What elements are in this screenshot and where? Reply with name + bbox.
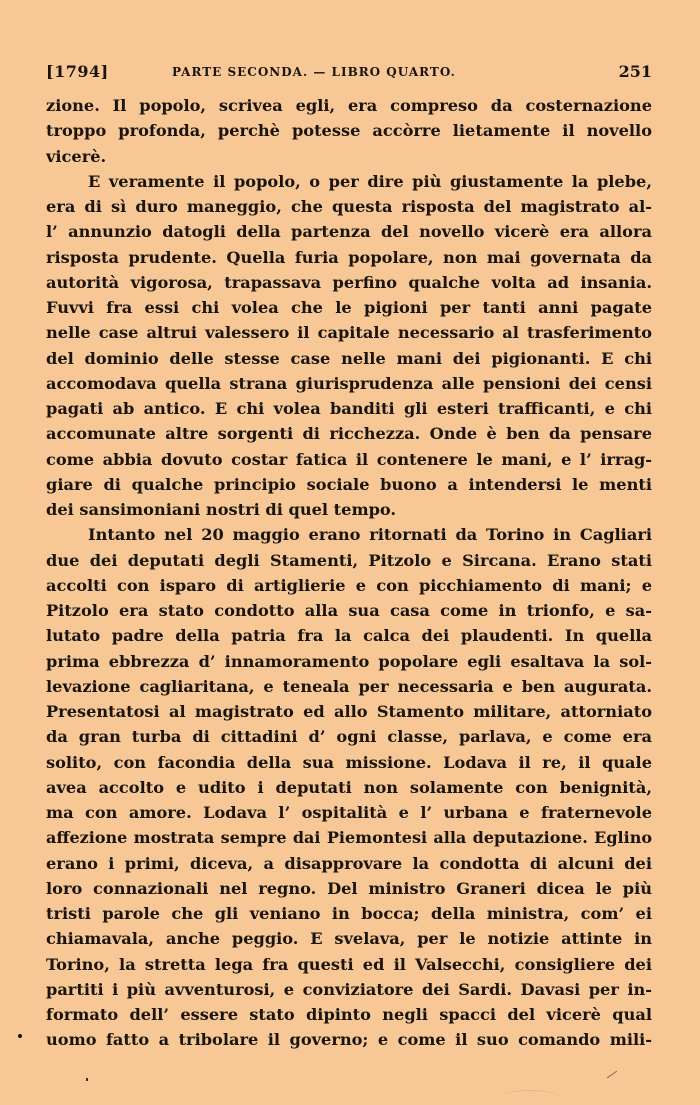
header-year: [1794] xyxy=(46,62,109,81)
text-line: nelle case altrui valessero il capitale necessario al trasferimento xyxy=(46,323,652,343)
text-line: Presentatosi al magistrato ed allo Stamento militare, attorniato xyxy=(46,702,652,721)
page-number: 251 xyxy=(618,62,652,81)
text-line: come abbia dovuto costar fatica il contenere le mani, e l’ irrag- xyxy=(46,449,652,469)
text-line: accolti con isparo di artiglierie e con picchiamento di mani; e xyxy=(46,575,652,595)
header-title: PARTE SECONDA. — LIBRO QUARTO. xyxy=(172,65,456,79)
text-line: due dei deputati degli Stamenti, Pitzolo e Sircana. Erano stati xyxy=(46,550,652,570)
text-line: zione. Il popolo, scrivea egli, era compreso da costernazione xyxy=(46,96,652,115)
body-text xyxy=(46,93,652,1053)
text-line: lutato padre della patria fra la calca dei plaudenti. In quella xyxy=(46,626,652,646)
text-line: autorità vigorosa, trapassava perfino qualche volta ad insania. xyxy=(46,272,652,292)
text-line: giare di qualche principio sociale buono a intendersi le menti xyxy=(46,474,652,494)
text-line: risposta prudente. Quella furia popolare, non mai governata da xyxy=(46,247,652,267)
text-line: formato dell’ essere stato dipinto negli spacci del vicerè qual xyxy=(46,1005,652,1024)
text-line: solito, con facondia della sua missione. Lodava il re, il quale xyxy=(46,752,652,772)
text-line: chiamavala, anche peggio. E svelava, per le notizie attinte in xyxy=(46,929,652,949)
text-line: vicerè. xyxy=(46,146,107,166)
text-line: partiti i più avventurosi, e conviziatore dei Sardi. Davasi per in- xyxy=(46,979,652,999)
text-line: ma con amore. Lodava l’ ospitalità e l’ urbana e fraternevole xyxy=(46,803,652,822)
text-line: troppo profonda, perchè potesse accòrre lietamente il novello xyxy=(46,121,652,141)
text-line: loro connazionali nel regno. Del ministro Graneri dicea le più xyxy=(46,878,652,898)
text-line: avea accolto e udito i deputati non solamente con benignità, xyxy=(46,777,652,797)
text-line: l’ annunzio datogli della partenza del novello vicerè era allora xyxy=(46,222,652,242)
text-line: era di sì duro maneggio, che questa risposta del magistrato al- xyxy=(46,197,652,216)
text-line: del dominio delle stesse case nelle mani dei pigionanti. E chi xyxy=(46,348,652,368)
text-line: levazione cagliaritana, e teneala per necessaria e ben augurata. xyxy=(46,676,652,696)
ink-speck xyxy=(86,1078,88,1081)
text-line: da gran turba di cittadini d’ ogni classe, parlava, e come era xyxy=(46,727,652,747)
text-line: Torino, la stretta lega fra questi ed il Valsecchi, consigliere dei xyxy=(46,954,652,974)
paper-scratch xyxy=(607,1071,617,1079)
text-line: Intanto nel 20 maggio erano ritornati da Torino in Cagliari xyxy=(88,525,652,545)
text-line: Fuvvi fra essi chi volea che le pigioni per tanti anni pagate xyxy=(46,298,652,317)
text-line: tristi parole che gli veniano in bocca; della ministra, com’ ei xyxy=(46,904,652,923)
text-line: accomunate altre sorgenti di ricchezza. Onde è ben da pensare xyxy=(46,424,652,444)
text-line: E veramente il popolo, o per dire più giustamente la plebe, xyxy=(88,171,652,191)
text-line: affezione mostrata sempre dai Piemontesi alla deputazione. Eglino xyxy=(46,828,652,848)
faint-watermark xyxy=(500,1090,560,1105)
text-line: uomo fatto a tribolare il governo; e come il suo comando mili- xyxy=(46,1030,652,1050)
text-line: erano i primi, diceva, a disapprovare la condotta di alcuni dei xyxy=(46,853,652,873)
text-line: prima ebbrezza d’ innamoramento popolare egli esaltava la sol- xyxy=(46,651,652,671)
text-line: accomodava quella strana giurisprudenza alle pensioni dei censi xyxy=(46,373,652,393)
margin-dot xyxy=(18,1034,22,1038)
text-line: dei sansimoniani nostri di quel tempo. xyxy=(46,500,397,519)
text-line: pagati ab antico. E chi volea banditi gli esteri trafficanti, e chi xyxy=(46,399,652,418)
text-line: Pitzolo era stato condotto alla sua casa come in trionfo, e sa- xyxy=(46,601,652,620)
running-header xyxy=(46,62,652,84)
